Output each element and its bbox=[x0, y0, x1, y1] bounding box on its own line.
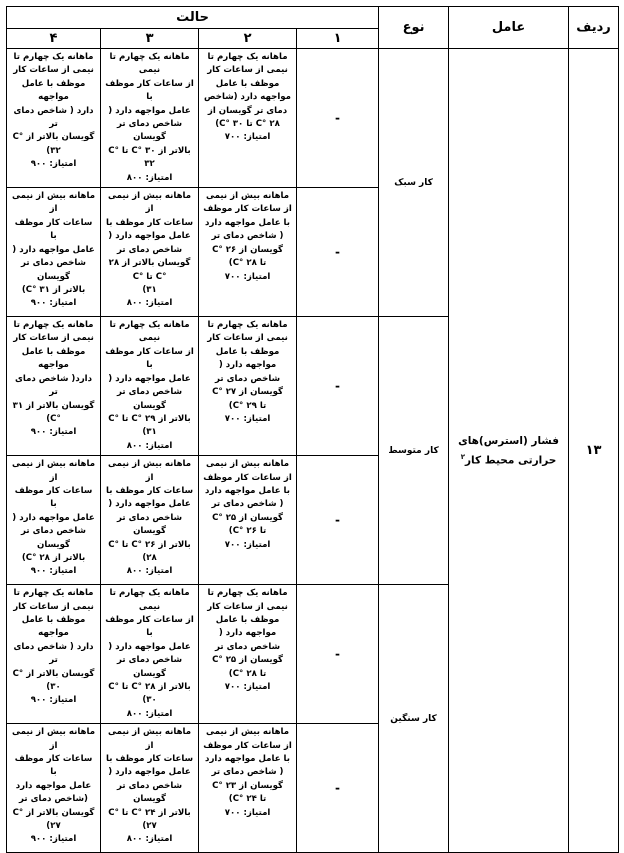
cell-col-3: ماهانه بیش از نیمی از ساعات کار موظف با عامل مواجهه دارد ( شاخص دمای تر گویسان بالاتر از ۲۶ °C تا °C ۲۸) امتیاز: ۸۰۰ bbox=[101, 456, 199, 585]
cell-col-3: ماهانه یک چهارم تا نیمی از ساعات کار موظف با عامل مواجهه دارد ( شاخص دمای تر گویسان بالاتر از ۳۰ °C تا °C ۳۲ امتیاز: ۸۰۰ bbox=[101, 49, 199, 188]
cell-col-4: ماهانه یک چهارم تا نیمی از ساعات کار موظف با عامل مواجهه دارد ( شاخص دمای تر گویسان بالاتر از °C ۳۲) امتیاز: ۹۰۰ bbox=[7, 49, 101, 188]
factor-text: فشار (استرس)های حرارتی محیط کار bbox=[458, 434, 559, 467]
cell-col-3: ماهانه بیش از نیمی از ساعات کار موظف با عامل مواجهه دارد ( شاخص دمای تر گویسان بالاتر از ۲۸ °C تا °C ۳۱) امتیاز: ۸۰۰ bbox=[101, 188, 199, 317]
cell-col-2: ماهانه یک چهارم تا نیمی از ساعات کار موظف با عامل مواجهه دارد ( شاخص دمای تر گویسان از ۲۷ °C تا ۲۹ °C) امتیاز: ۷۰۰ bbox=[199, 317, 297, 456]
header-col-4: ۴ bbox=[7, 29, 101, 49]
cell-col-2: ماهانه یک چهارم تا نیمی از ساعات کار موظف با عامل مواجهه دارد (شاخص دمای تر گویسان از ۲۸ °C تا ۳۰ °C) امتیاز: ۷۰۰ bbox=[199, 49, 297, 188]
header-col-3: ۳ bbox=[101, 29, 199, 49]
cell-col-4: ماهانه یک چهارم تا نیمی از ساعات کار موظف با عامل مواجهه دارد( شاخص دمای تر گویسان بالاتر از ۳۱ °C) امتیاز: ۹۰۰ bbox=[7, 317, 101, 456]
cell-col-2: ماهانه بیش از نیمی از ساعات کار موظف با عامل مواجهه دارد ( شاخص دمای تر گویسان از ۲۵ °C تا ۲۶ °C) امتیاز: ۷۰۰ bbox=[199, 456, 297, 585]
header-col-2: ۲ bbox=[199, 29, 297, 49]
header-col-1: ۱ bbox=[297, 29, 379, 49]
row-number: ۱۳ bbox=[569, 49, 619, 853]
work-type: کار سنگین bbox=[379, 585, 449, 853]
cell-col-1: - bbox=[297, 317, 379, 456]
cell-col-1: - bbox=[297, 724, 379, 853]
header-halat: حالت bbox=[7, 7, 379, 29]
factor-cell bbox=[449, 49, 569, 853]
cell-col-3: ماهانه یک چهارم تا نیمی از ساعات کار موظف با عامل مواجهه دارد ( شاخص دمای تر گویسان بالاتر از ۲۹ °C تا °C ۳۱) امتیاز: ۸۰۰ bbox=[101, 317, 199, 456]
cell-col-1: - bbox=[297, 456, 379, 585]
header-amel: عامل bbox=[449, 7, 569, 49]
cell-col-1: - bbox=[297, 49, 379, 188]
cell-col-3: ماهانه یک چهارم تا نیمی از ساعات کار موظف با عامل مواجهه دارد ( شاخص دمای تر گویسان بالاتر از ۲۸ °C تا °C ۳۰) امتیاز: ۸۰۰ bbox=[101, 585, 199, 724]
factor-footnote: ۲ bbox=[460, 452, 466, 461]
cell-col-2: ماهانه بیش از نیمی از ساعات کار موظف با عامل مواجهه دارد ( شاخص دمای تر گویسان از ۲۳ °C تا ۲۴ °C) امتیاز: ۷۰۰ bbox=[199, 724, 297, 853]
cell-col-4: ماهانه بیش از نیمی از ساعات کار موظف با عامل مواجهه دارد ( شاخص دمای تر گویسان بالاتر از ۳۱ °C) امتیاز: ۹۰۰ bbox=[7, 188, 101, 317]
cell-col-1: - bbox=[297, 585, 379, 724]
cell-col-2: ماهانه بیش از نیمی از ساعات کار موظف با عامل مواجهه دارد ( شاخص دمای تر گویسان از ۲۶ °C تا ۲۸ °C) امتیاز: ۷۰۰ bbox=[199, 188, 297, 317]
cell-col-1: - bbox=[297, 188, 379, 317]
cell-col-4: ماهانه بیش از نیمی از ساعات کار موظف با عامل مواجهه دارد (شاخص دمای تر گویسان بالاتر از °C ۲۷) امتیاز: ۹۰۰ bbox=[7, 724, 101, 853]
work-type: کار متوسط bbox=[379, 317, 449, 585]
header-radif: ردیف bbox=[569, 7, 619, 49]
header-now: نوع bbox=[379, 7, 449, 49]
cell-col-4: ماهانه بیش از نیمی از ساعات کار موظف با عامل مواجهه دارد ( شاخص دمای تر گویسان بالاتر از ۲۸ °C) امتیاز: ۹۰۰ bbox=[7, 456, 101, 585]
work-type: کار سبک bbox=[379, 49, 449, 317]
cell-col-3: ماهانه بیش از نیمی از ساعات کار موظف با عامل مواجهه دارد ( شاخص دمای تر گویسان بالاتر از ۲۴ °C تا °C ۲۷) امتیاز: ۸۰۰ bbox=[101, 724, 199, 853]
cell-col-4: ماهانه یک چهارم تا نیمی از ساعات کار موظف با عامل مواجهه دارد ( شاخص دمای تر گویسان بالاتر از °C ۳۰) امتیاز: ۹۰۰ bbox=[7, 585, 101, 724]
table-row bbox=[7, 49, 619, 188]
regulation-table bbox=[6, 6, 619, 853]
cell-col-2: ماهانه یک چهارم تا نیمی از ساعات کار موظف با عامل مواجهه دارد ( شاخص دمای تر گویسان از ۲۵ °C تا ۲۸ °C) امتیاز: ۷۰۰ bbox=[199, 585, 297, 724]
